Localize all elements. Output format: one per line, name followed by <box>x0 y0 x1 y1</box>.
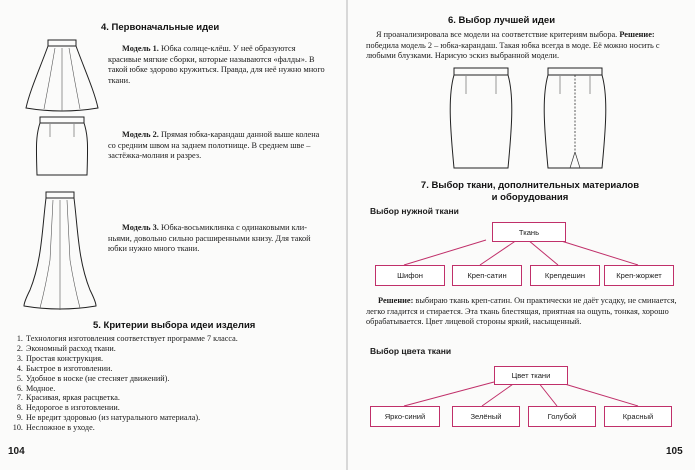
criteria-item: 3. Простая конструкция. <box>25 354 345 364</box>
fabric-option-box: Креп-сатин <box>452 265 522 286</box>
criteria-item: 6. Модное. <box>25 384 345 394</box>
criteria-item: 5. Удобное в носке (не стесняет движений). <box>25 374 345 384</box>
model2-text: Прямая юбка-карандаш данной выше колена со средним швом на заднем полотнище. В среднем шве – застёжка-молния и разрез. <box>108 130 320 161</box>
section7-title-line1: 7. Выбор ткани, дополнительных материалов <box>420 180 640 191</box>
circle-skirt-sketch <box>22 38 102 113</box>
model3-paragraph <box>108 223 326 255</box>
model3-text: Юбка-восьмиклинка с одинаковыми клиньями, довольно сильно расширенными книзу. Для такой юбки нужно много ткани. <box>108 223 311 254</box>
page-number-right: 105 <box>666 446 683 457</box>
fabric-heading: Выбор нужной ткани <box>370 206 459 216</box>
fabric-option-box: Креп-жоржет <box>604 265 674 286</box>
section5-title: 5. Критерии выбора идеи изделия <box>93 320 256 331</box>
criteria-item: 4. Быстрое в изготовлении. <box>25 364 345 374</box>
section4-title: 4. Первоначальные идеи <box>101 22 220 33</box>
model1-text: Юбка солнце-клёш. У неё образуются красивые мягкие сборки, которые называются «фалды». В такой юбке здорово кружиться. Правда, для неё нужно много ткани. <box>108 44 325 85</box>
analysis-text: Я проанализировала все модели на соответствие критериям выбора. <box>376 30 618 39</box>
gored-skirt-sketch <box>22 190 98 310</box>
criteria-list <box>10 334 345 433</box>
color-heading: Выбор цвета ткани <box>370 346 452 356</box>
fabric-decision-paragraph <box>366 296 684 328</box>
decision-label: Решение: <box>619 30 655 39</box>
page-number-left: 104 <box>8 446 25 457</box>
criteria-item: 9. Не вредит здоровью (из натурального материала). <box>25 413 345 423</box>
fabric-option-box: Шифон <box>375 265 445 286</box>
criteria-item: 2. Экономный расход ткани. <box>25 344 345 354</box>
model1-paragraph <box>108 44 326 86</box>
criteria-item: 1. Технология изготовления соответствует программе 7 класса. <box>25 334 345 344</box>
color-option-box: Красный <box>604 406 672 427</box>
fabric-decision-label: Решение: <box>378 296 414 305</box>
right-page <box>348 0 695 470</box>
section7-title-line2: и оборудования <box>491 192 569 203</box>
fabric-option-box: Крепдешин <box>530 265 600 286</box>
color-option-box: Ярко-синий <box>370 406 440 427</box>
section6-title: 6. Выбор лучшей идеи <box>448 15 556 26</box>
left-page <box>0 0 346 470</box>
criteria-item: 7. Красивая, яркая расцветка. <box>25 393 345 403</box>
pencil-skirt-sketch <box>34 115 90 177</box>
criteria-item: 8. Недорогое в изготовлении. <box>25 403 345 413</box>
model2-paragraph <box>108 130 326 162</box>
fabric-root-box: Ткань <box>492 222 566 242</box>
criteria-item: 10. Несложное в уходе. <box>25 423 345 433</box>
model1-label: Модель 1. <box>122 44 159 53</box>
color-root-box: Цвет ткани <box>494 366 568 385</box>
color-option-box: Голубой <box>528 406 596 427</box>
fabric-decision-text: выбираю ткань креп-сатин. Он практически не даёт усадку, не сминается, легко гладится и стирается. Эта ткань блестящая, приятная на ощупь, тонкая, хорошо обрабатывается. Цвет лицевой стороны яркий, насыщенный. <box>366 296 677 327</box>
model3-label: Модель 3. <box>122 223 159 232</box>
decision-text: победила модель 2 – юбка-карандаш. Такая юбка всегда в моде. Её можно носить с любыми блузками. Нарисую эскиз выбранной модели. <box>366 40 660 61</box>
color-option-box: Зелёный <box>452 406 520 427</box>
model2-label: Модель 2. <box>122 130 159 139</box>
